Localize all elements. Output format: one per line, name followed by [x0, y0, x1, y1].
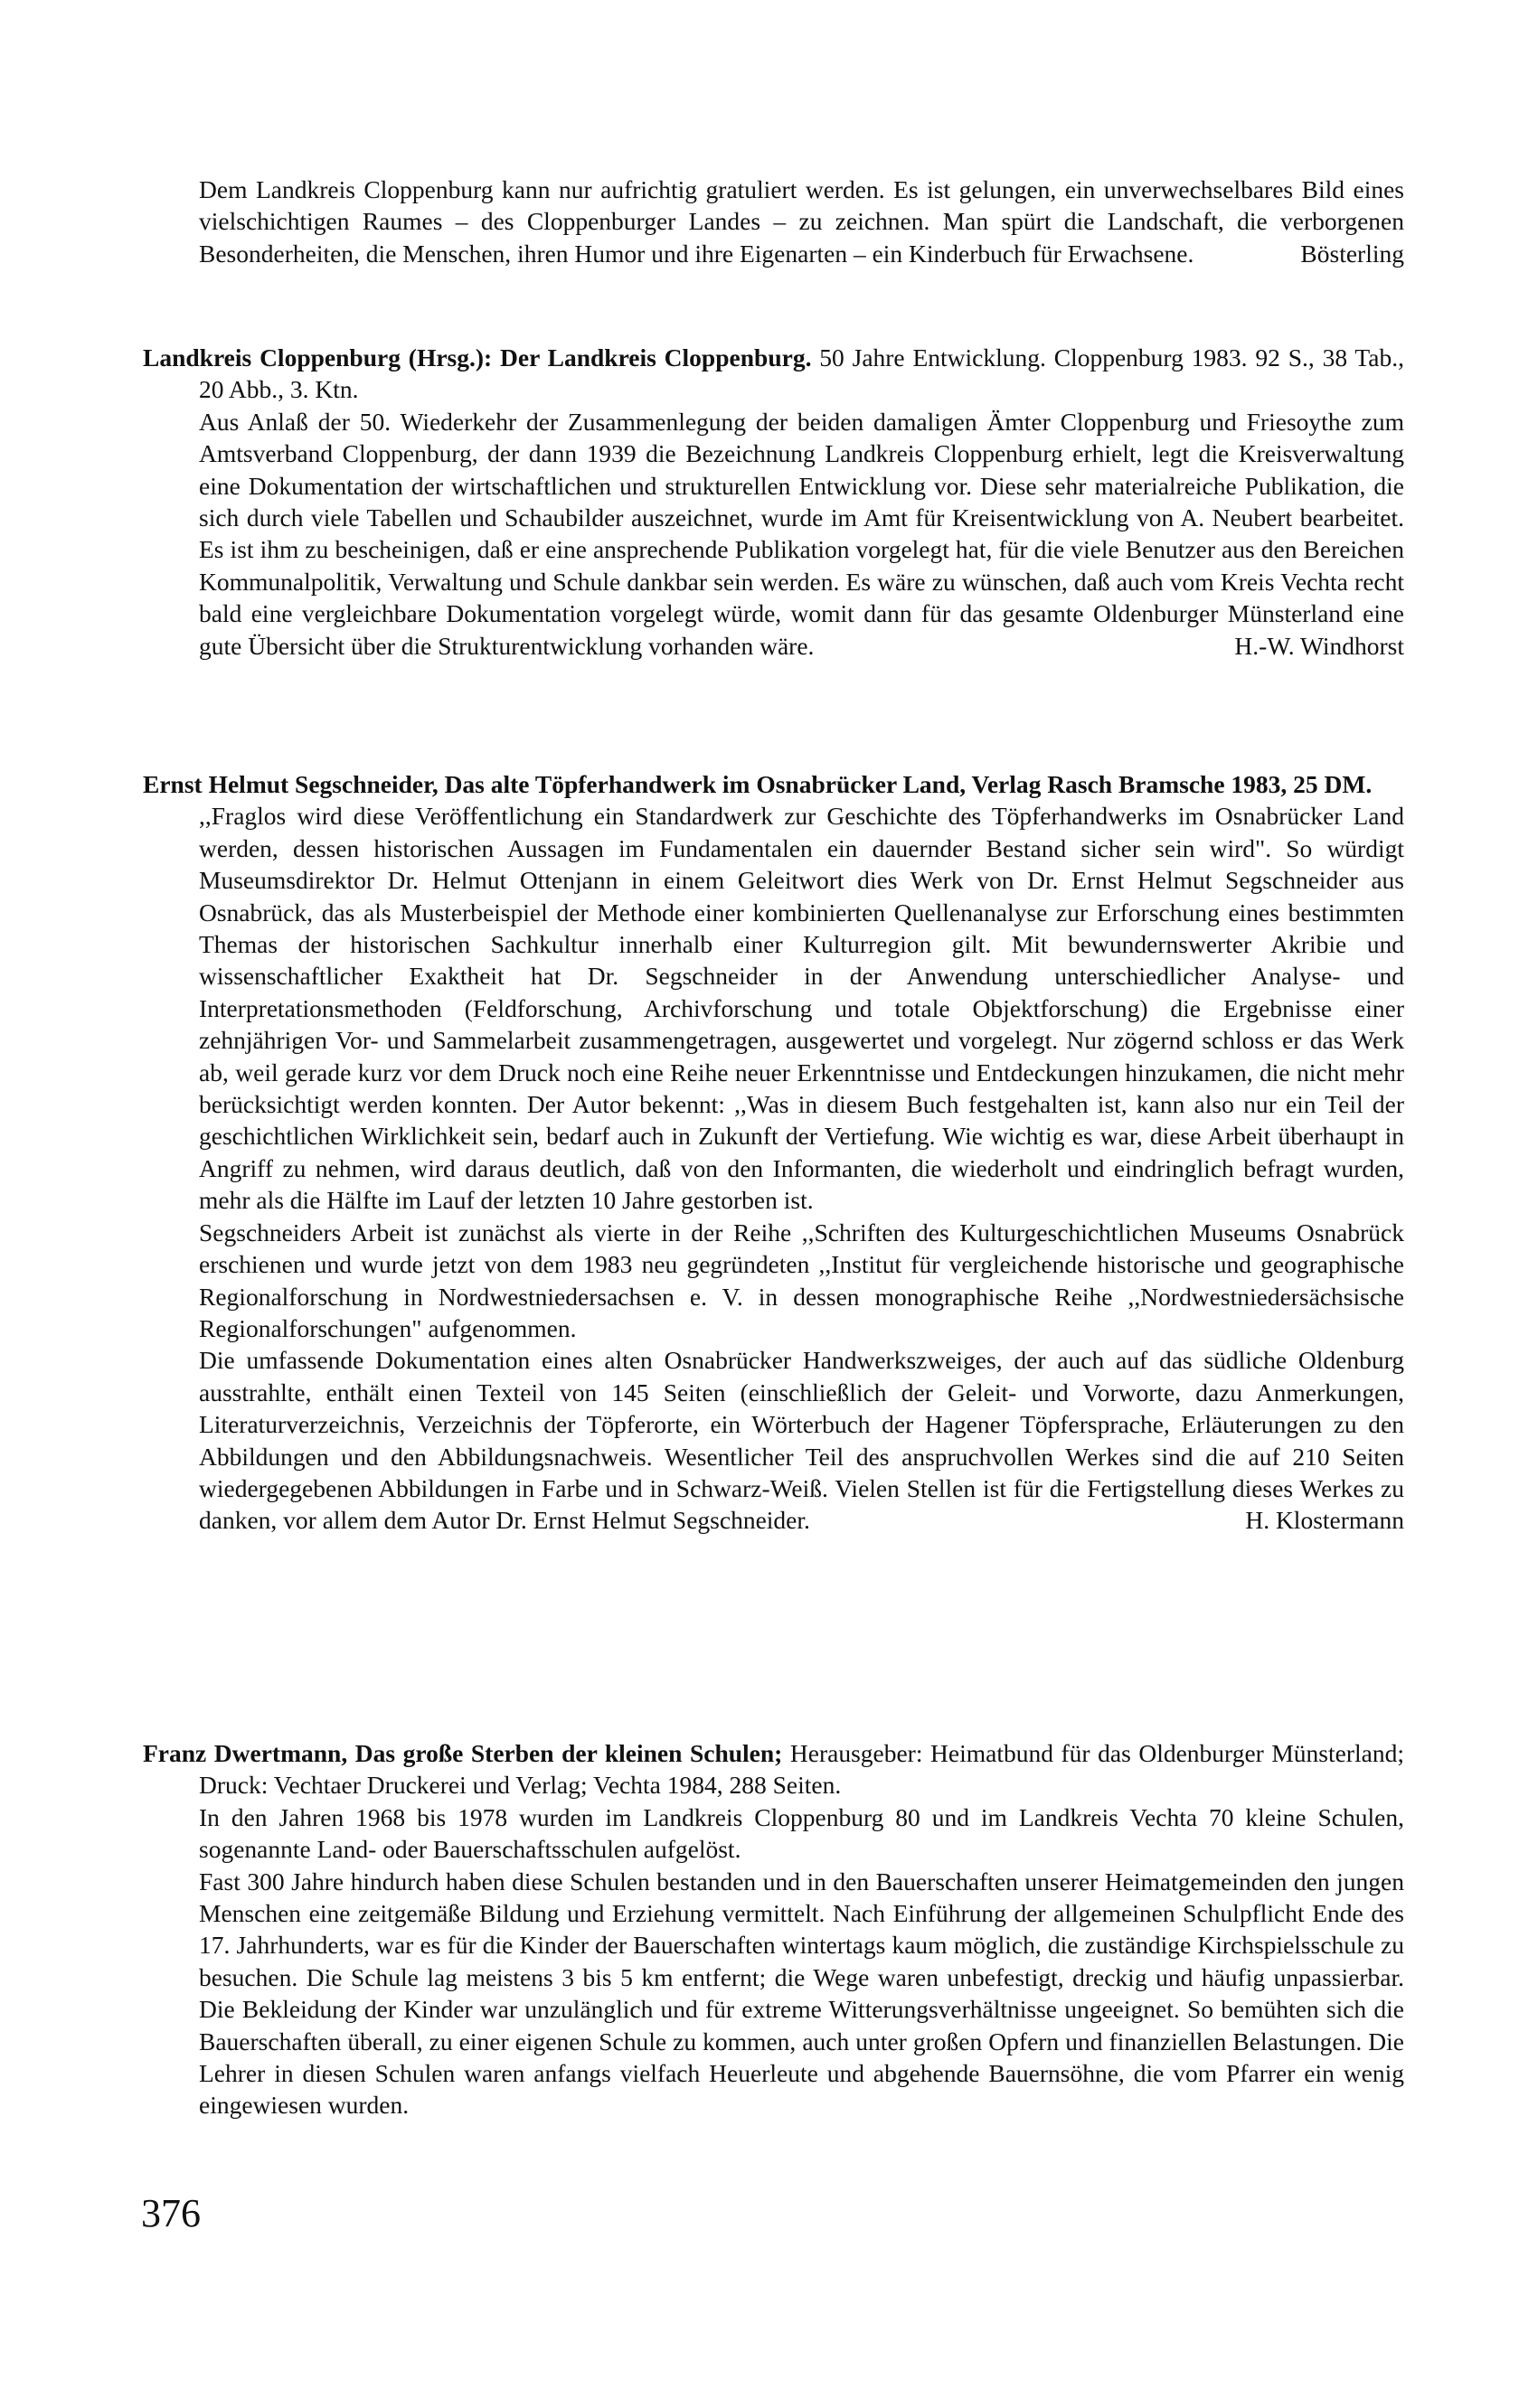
review-dwertmann: [143, 1737, 1404, 2121]
review-landkreis-cloppenburg: [143, 342, 1404, 662]
review-heading-bold: Franz Dwertmann, Das große Sterben der kleinen Schulen;: [143, 1739, 783, 1767]
review-paragraph: Dem Landkreis Cloppenburg kann nur aufrichtig gratuliert werden. Es ist gelungen, ein unverwechselbares Bild eines vielschichtigen Raumes – des Cloppenburger Landes – zu zeichnen. Man spürt die Landschaft, die verborgenen Besonderheiten, die Menschen, ihren Humor und ihre Eigenarten – ein Kinderbuch für Erwachsene. Bösterling: [199, 174, 1404, 269]
review-heading: [143, 768, 1404, 800]
review-heading-rest: Herausgeber: Heimatbund für das Oldenburger Münsterland; Druck: Vechtaer Druckerei und Verlag; Vechta 1984, 288 Seiten.: [199, 1739, 1404, 1800]
review-segschneider: [143, 768, 1404, 1537]
review-paragraph: ,,Fraglos wird diese Veröffentlichung ein Standardwerk zur Geschichte des Töpferhandwerks im Osnabrücker Land werden, dessen historischen Aussagen im Fundamentalen ein dauernder Bestand sicher sein wird". So würdigt Museumsdirektor Dr. Helmut Ottenjann in einem Geleitwort dies Werk von Dr. Ernst Helmut Segschneider aus Osnabrück, das als Musterbeispiel der Methode einer kombinierten Quellenanalyse zur Erforschung eines bestimmten Themas der historischen Sachkultur innerhalb einer Kulturregion gilt. Mit bewundernswerter Akribie und wissenschaftlicher Exaktheit hat Dr. Segschneider in der Anwendung unterschiedlicher Analyse- und Interpretationsmethoden (Feldforschung, Archivforschung und totale Objektforschung) die Ergebnisse einer zehnjährigen Vor- und Sammelarbeit zusammengetragen, ausgewertet und vorgelegt. Nur zögernd schloss er das Werk ab, weil gerade kurz vor dem Druck noch eine Reihe neuer Erkenntnisse und Entdeckungen hinzukamen, die nicht mehr berücksichtigt werden konnten. Der Autor bekennt: ,,Was in diesem Buch festgehalten ist, kann also nur ein Teil der geschichtlichen Wirklichkeit sein, bedarf auch in Zukunft der Vertiefung. Wie wichtig es war, diese Arbeit überhaupt in Angriff zu nehmen, wird daraus deutlich, daß von den Informanten, die wiederholt und eindringlich befragt wurden, mehr als die Hälfte im Lauf der letzten 10 Jahre gestorben ist.: [199, 802, 1404, 1215]
review-heading-bold: Landkreis Cloppenburg (Hrsg.): Der Landkreis Cloppenburg.: [143, 343, 812, 372]
review-signature: H.-W. Windhorst: [1234, 631, 1404, 660]
review-signature: Bösterling: [1300, 239, 1404, 268]
review-paragraph: Die umfassende Dokumentation eines alten Osnabrücker Handwerkszweiges, der auch auf das südliche Oldenburg ausstrahlte, enthält einen Texteil von 145 Seiten (einschließlich der Geleit- und Vorworte, dazu Anmerkungen, Literaturverzeichnis, Verzeichnis der Töpferorte, ein Wörterbuch der Hagener Töpfersprache, Erläuterungen zu den Abbildungen und den Abbildungsnachweis. Wesentlicher Teil des anspruchvollen Werkes sind die auf 210 Seiten wiedergegebenen Abbildungen in Farbe und in Schwarz-Weiß. Vielen Stellen ist für die Fertigstellung dieses Werkes zu danken, vor allem dem Autor Dr. Ernst Helmut Segschneider. H. Klostermann: [199, 1344, 1404, 1536]
review-paragraph: In den Jahren 1968 bis 1978 wurden im Landkreis Cloppenburg 80 und im Landkreis Vechta 70 kleine Schulen, sogenannte Land- oder Bauerschaftsschulen aufgelöst.: [199, 1802, 1404, 1864]
review-bosterling: [143, 174, 1404, 269]
review-heading: [143, 1737, 1404, 1801]
review-signature: H. Klostermann: [1245, 1506, 1404, 1535]
review-heading: [143, 342, 1404, 406]
review-heading-bold: Ernst Helmut Segschneider, Das alte Töpferhandwerk im Osnabrücker Land, Verlag Rasch Bramsche 1983, 25 DM.: [143, 770, 1373, 798]
page-number: 376: [141, 2191, 201, 2235]
review-paragraph: Aus Anlaß der 50. Wiederkehr der Zusammenlegung der beiden damaligen Ämter Cloppenburg und Friesoythe zum Amtsverband Cloppenburg, der dann 1939 die Bezeichnung Landkreis Cloppenburg erhielt, legt die Kreisverwaltung eine Dokumentation der wirtschaftlichen und strukturellen Entwicklung vor. Diese sehr materialreiche Publikation, die sich durch viele Tabellen und Schaubilder auszeichnet, wurde im Amt für Kreisentwicklung von A. Neubert bearbeitet. Es ist ihm zu bescheinigen, daß er eine ansprechende Publikation vorgelegt hat, für die viele Benutzer aus den Bereichen Kommunalpolitik, Verwaltung und Schule dankbar sein werden. Es wäre zu wünschen, daß auch vom Kreis Vechta recht bald eine vergleichbare Dokumentation vorgelegt würde, womit dann für das gesamte Oldenburger Münsterland eine gute Übersicht über die Strukturentwicklung vorhanden wäre. H.-W. Windhorst: [199, 406, 1404, 662]
review-heading-rest: 50 Jahre Entwicklung. Cloppenburg 1983. 92 S., 38 Tab., 20 Abb., 3. Ktn.: [199, 343, 1404, 404]
review-paragraph: Segschneiders Arbeit ist zunächst als vierte in der Reihe ,,Schriften des Kulturgeschichtlichen Museums Osnabrück erschienen und wurde jetzt von dem 1983 neu gegründeten ,,Institut für vergleichende historische und geographische Regionalforschung in Nordwestniedersachsen e. V. in dessen monographische Reihe ,,Nordwestniedersächsische Regionalforschungen" aufgenommen.: [199, 1218, 1404, 1342]
review-paragraph: Fast 300 Jahre hindurch haben diese Schulen bestanden und in den Bauerschaften unserer Heimatgemeinden den jungen Menschen eine zeitgemäße Bildung und Erziehung vermittelt. Nach Einführung der allgemeinen Schulpflicht Ende des 17. Jahrhunderts, war es für die Kinder der Bauerschaften wintertags kaum möglich, die zuständige Kirchspielsschule zu besuchen. Die Schule lag meistens 3 bis 5 km entfernt; die Wege waren unbefestigt, dreckig und häufig unpassierbar. Die Bekleidung der Kinder war unzulänglich und für extreme Witterungsverhältnisse ungeeignet. So bemühten sich die Bauerschaften überall, zu einer eigenen Schule zu kommen, auch unter großen Opfern und finanziellen Belastungen. Die Lehrer in diesen Schulen waren anfangs vielfach Heuerleute und abgehende Bauernsöhne, die vom Pfarrer ein wenig eingewiesen wurden.: [199, 1867, 1404, 2120]
